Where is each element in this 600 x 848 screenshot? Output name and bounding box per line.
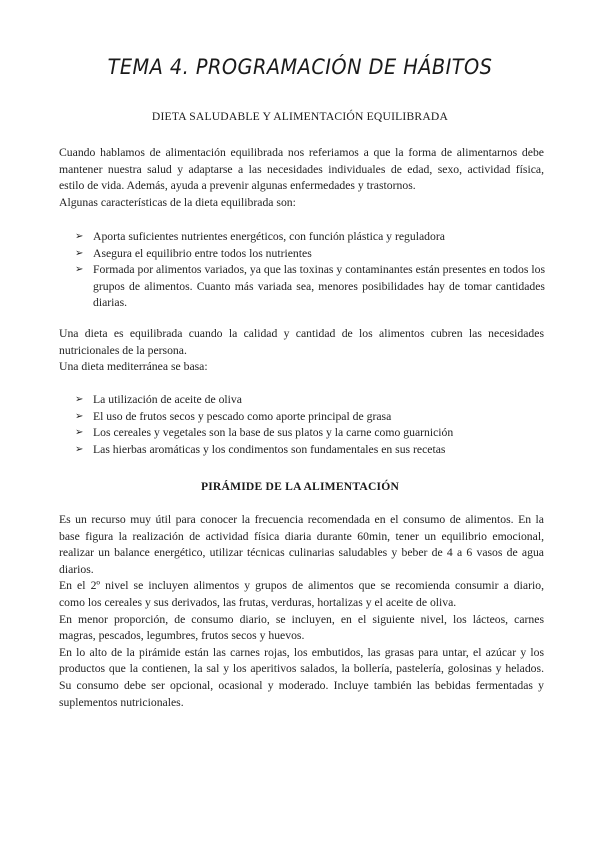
list-item: ➢ Aporta suficientes nutrientes energéticos, con función plástica y reguladora [75, 229, 545, 246]
characteristics-list [75, 229, 545, 312]
text-line: productos que la contienen, la sal y los aperitivos salados, la bollería, pastelería, golosinas y helados. [59, 662, 544, 676]
text-line: estilo de vida. Además, ayuda a prevenir algunas enfermedades y trastornos. [59, 179, 416, 193]
arrow-bullet-icon: ➢ [75, 231, 84, 242]
text-line: Una dieta es equilibrada cuando la calidad y cantidad de los alimentos cubren las necesidades [59, 327, 544, 340]
text-line: Su consumo debe ser opcional, ocasional y moderado. Incluye también las bebidas fermentadas y [59, 678, 544, 692]
text-line: Una dieta mediterránea se basa: [59, 360, 208, 374]
arrow-bullet-icon: ➢ [75, 410, 84, 422]
list-item: ➢ Los cereales y vegetales son la base de sus platos y la carne como guarnición [75, 425, 545, 442]
arrow-bullet-icon: ➢ [75, 264, 84, 276]
text-line: Algunas características de la dieta equilibrada son: [59, 195, 296, 209]
text-line: En lo alto de la pirámide están las carnes rojas, los embutidos, las grasas para untar, el azúcar y los [59, 645, 544, 659]
page-title: TEMA 4. PROGRAMACIÓN DE HÁBITOS [107, 55, 493, 79]
text-line: mantener nuestra salud y adaptarse a las necesidades individuales de edad, sexo, actividad física, [59, 162, 544, 176]
arrow-bullet-icon: ➢ [75, 427, 84, 439]
arrow-bullet-icon: ➢ [75, 443, 84, 455]
section-heading-dieta: DIETA SALUDABLE Y ALIMENTACIÓN EQUILIBRADA [151, 110, 449, 123]
arrow-bullet-icon: ➢ [75, 247, 84, 259]
text-line: realizar un balance energético, utilizar técnicas culinarias saludables y beber de 4 a 6 vasos de agua [59, 546, 544, 560]
section-heading-piramide: PIRÁMIDE DE LA ALIMENTACIÓN [200, 480, 400, 493]
text-line: como los cereales y sus derivados, las frutas, verduras, hortalizas y el aceite de oliva. [59, 595, 457, 609]
text-line: Es un recurso muy útil para conocer la frecuencia recomendada en el consumo de alimentos. En la [59, 513, 544, 526]
list-item: ➢ Asegura el equilibrio entre todos los nutrientes [75, 246, 545, 263]
arrow-bullet-icon: ➢ [75, 394, 84, 405]
mediterranean-list [75, 392, 545, 458]
list-item: ➢ La utilización de aceite de oliva [75, 392, 545, 409]
text-line: base figura la realización de actividad física diaria durante 60min, tener un equilibrio emocional, [59, 529, 544, 543]
mediterranean-paragraph [59, 326, 544, 376]
pyramid-paragraph [59, 512, 544, 711]
intro-paragraph [59, 145, 544, 211]
text-line: En menor proporción, de consumo diario, se incluyen, en el siguiente nivel, los lácteos, carnes [59, 612, 544, 626]
text-line: En el 2º nivel se incluyen alimentos y grupos de alimentos que se recomienda consumir a diario, [59, 579, 544, 593]
text-line: diarios. [59, 562, 94, 576]
text-line: suplementos nutricionales. [59, 695, 184, 709]
text-line: magras, pescados, legumbres, frutos secos y huevos. [59, 629, 305, 643]
list-item: ➢ El uso de frutos secos y pescado como aporte principal de grasa [75, 409, 545, 426]
text-line: nutricionales de la persona. [59, 343, 187, 357]
text-line: Cuando hablamos de alimentación equilibrada nos referiamos a que la forma de alimentarnos debe [59, 146, 544, 159]
list-item: ➢ Las hierbas aromáticas y los condimentos son fundamentales en sus recetas [75, 442, 545, 459]
list-item: ➢ Formada por alimentos variados, ya que las toxinas y contaminantes están presentes en todos los grupos de alimentos. Cuanto más variada sea, menores posibilidades hay de tomar cantidades diarias. [75, 263, 545, 310]
